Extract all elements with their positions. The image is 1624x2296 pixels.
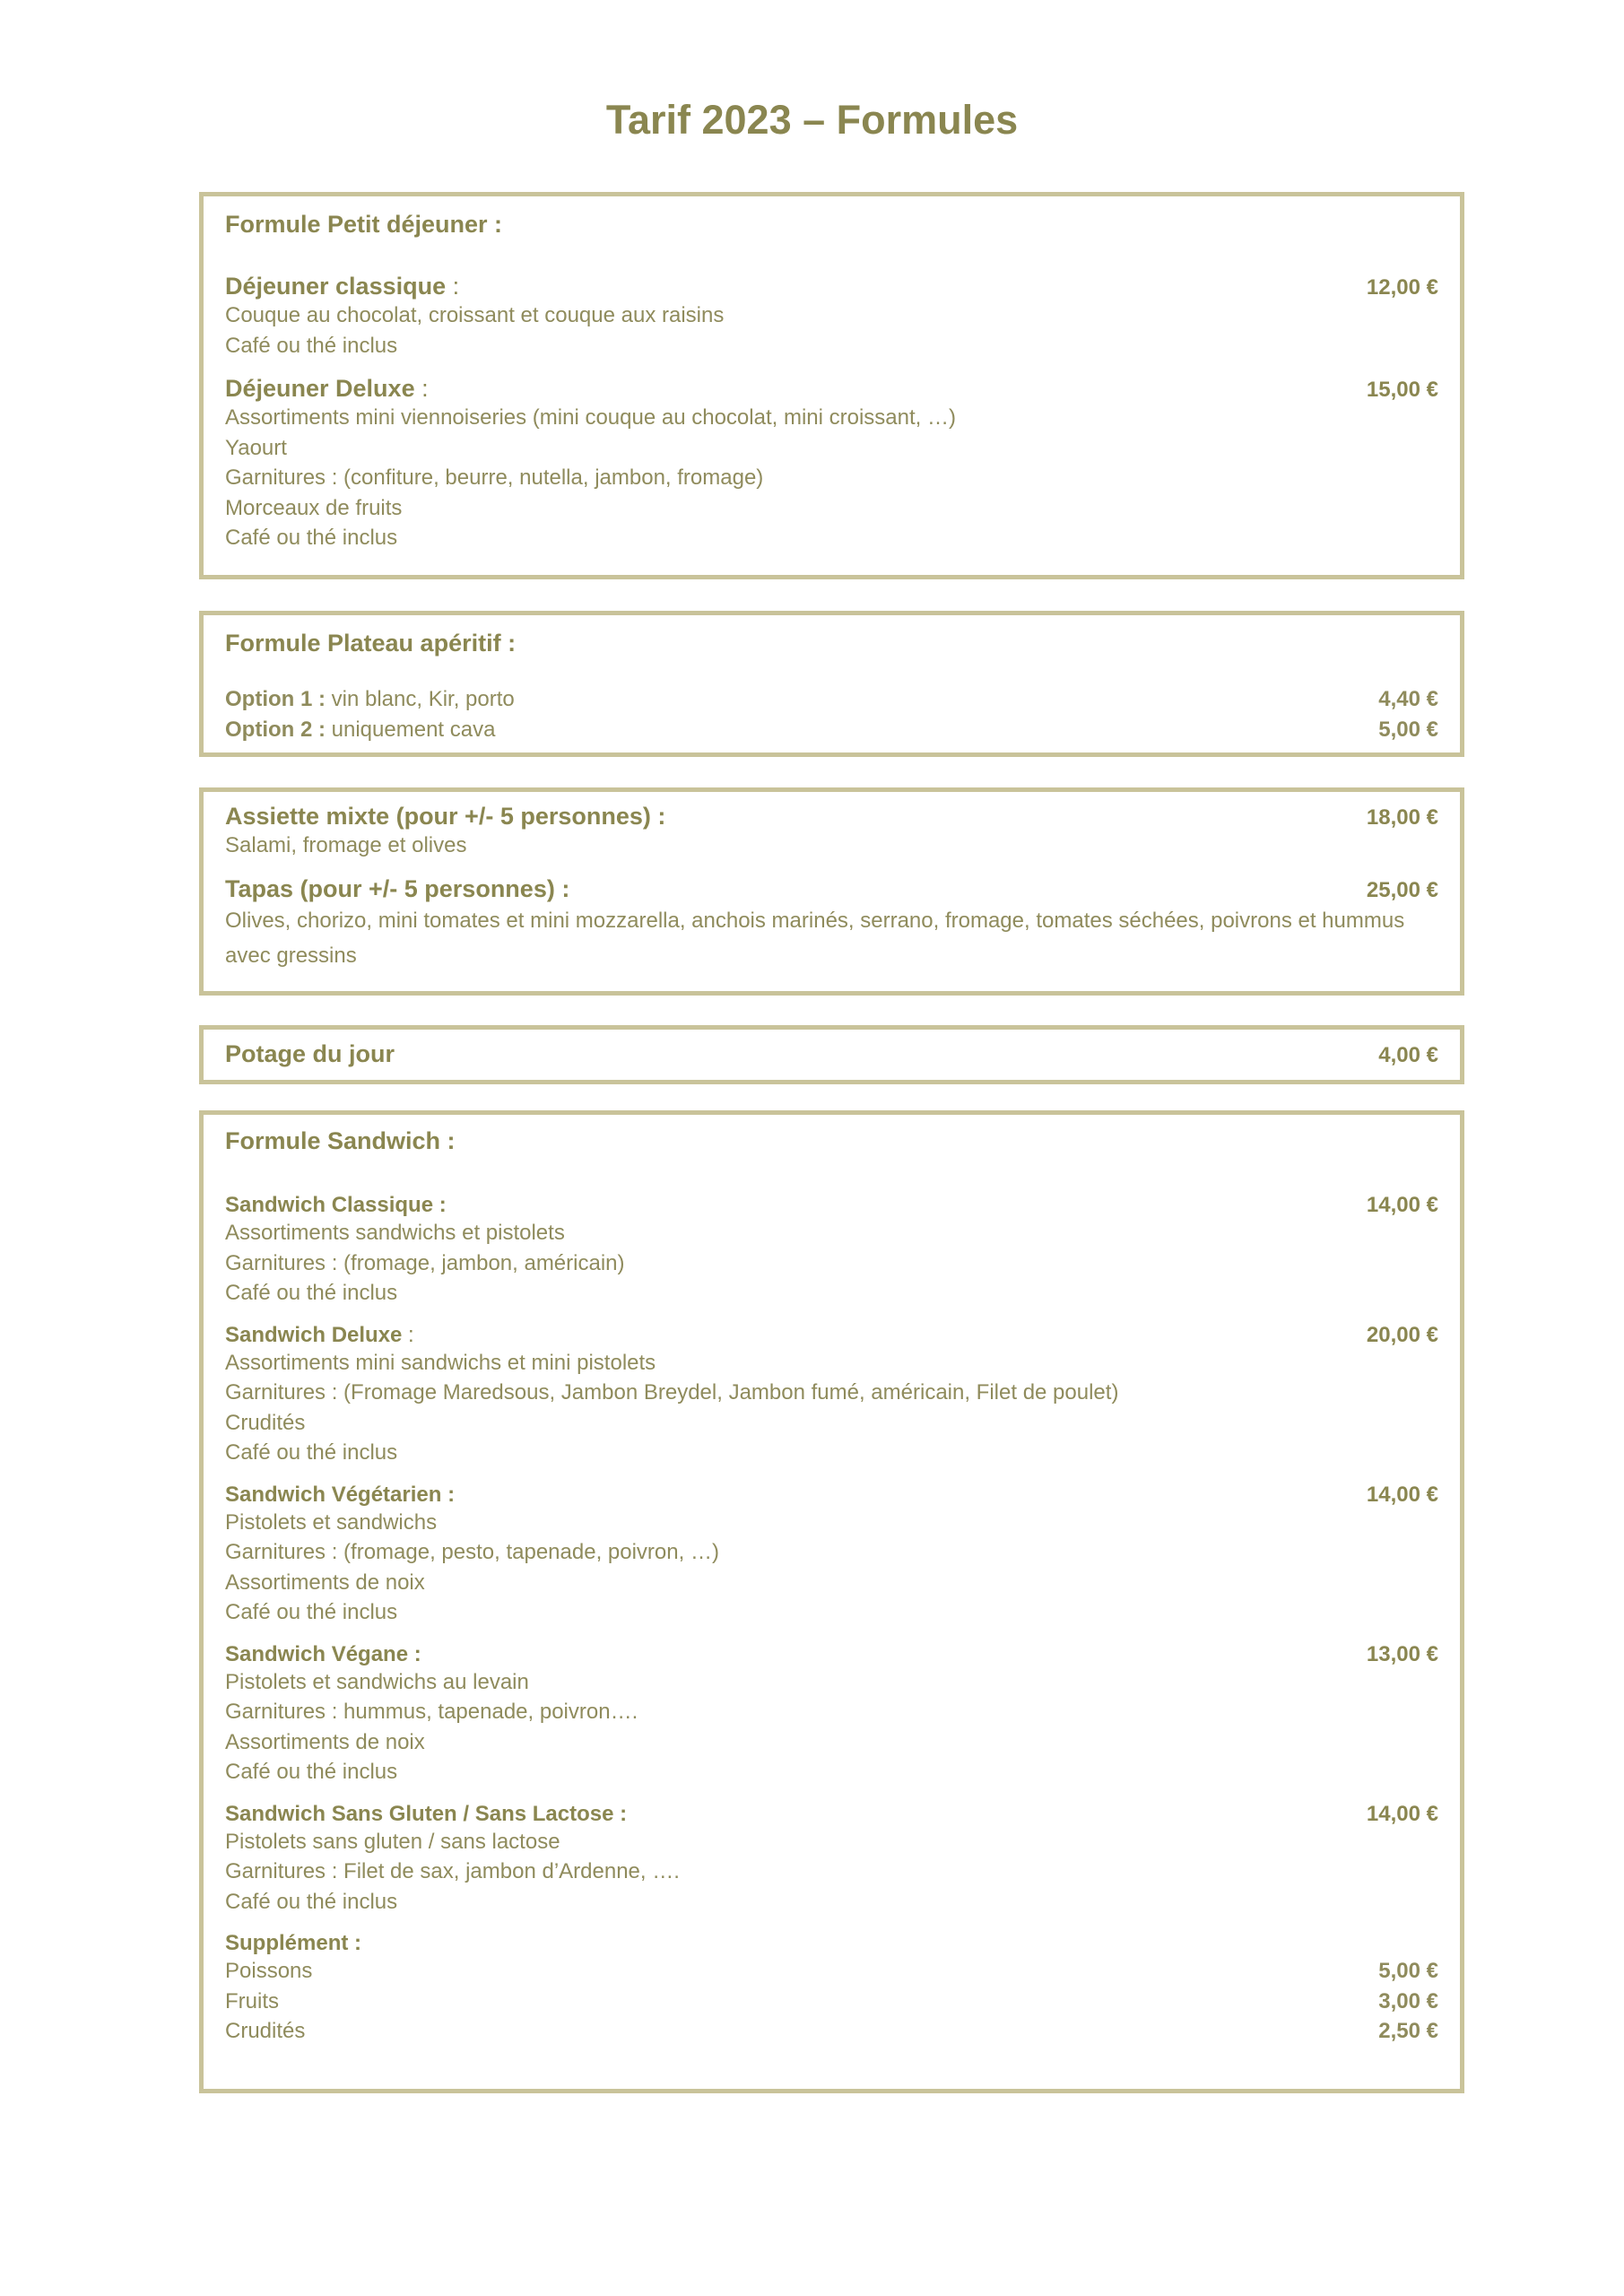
option-price: 4,40 € [1378, 687, 1438, 711]
item-title: Déjeuner classique : [225, 273, 460, 300]
petit-dejeuner-box [199, 192, 1464, 579]
item-line: Assortiments mini sandwichs et mini pistolets [225, 1350, 656, 1375]
item-line: Assortiments sandwichs et pistolets [225, 1221, 565, 1245]
item-price: 12,00 € [1366, 275, 1438, 300]
menu-item [225, 1483, 1438, 1508]
item-line: Assortiments mini viennoiseries (mini couque au chocolat, mini croissant, …) [225, 405, 956, 430]
supplement-name: Crudités [225, 2019, 306, 2043]
supplement-price: 3,00 € [1378, 1988, 1438, 2013]
assiettes-box [199, 787, 1464, 996]
item-line: Morceaux de fruits [225, 495, 403, 520]
item-line: avec gressins [225, 943, 357, 968]
item-line: Garnitures : (fromage, jambon, américain) [225, 1250, 625, 1275]
supplement-heading: Supplément : [225, 1931, 362, 1955]
supplement-price: 2,50 € [1378, 2019, 1438, 2043]
supplement-row [225, 1987, 1438, 2017]
plateau-aperitif-heading: Formule Plateau apéritif : [225, 630, 517, 657]
plateau-aperitif-box [199, 611, 1464, 757]
item-line: Café ou thé inclus [225, 1440, 398, 1465]
menu-item [225, 875, 1438, 903]
item-price: 14,00 € [1366, 1482, 1438, 1507]
item-line: Salami, fromage et olives [225, 833, 467, 857]
item-line: Garnitures : (Fromage Maredsous, Jambon Breydel, Jambon fumé, américain, Filet de poulet) [225, 1380, 1119, 1405]
item-title: Sandwich Végane : [225, 1641, 421, 1666]
menu-item [225, 1193, 1438, 1218]
item-line: Garnitures : (fromage, pesto, tapenade, poivron, …) [225, 1540, 719, 1564]
option-price: 5,00 € [1378, 717, 1438, 742]
option-text: Option 2 : uniquement cava [225, 717, 496, 742]
item-title: Tapas (pour +/- 5 personnes) : [225, 874, 570, 902]
potage-box [199, 1025, 1464, 1084]
item-line: Crudités [225, 1410, 306, 1435]
item-title: Sandwich Deluxe : [225, 1322, 414, 1347]
supplement-row [225, 2016, 1438, 2047]
item-title: Potage du jour [225, 1040, 395, 1067]
item-line: Pistolets et sandwichs [225, 1509, 438, 1535]
item-price: 13,00 € [1366, 1641, 1438, 1666]
item-price: 4,00 € [1378, 1043, 1438, 1067]
item-line: Café ou thé inclus [225, 1281, 398, 1305]
option-row [225, 684, 1438, 715]
item-line: Café ou thé inclus [225, 1889, 398, 1914]
item-line: Café ou thé inclus [225, 333, 398, 358]
item-title: Sandwich Classique : [225, 1193, 447, 1217]
item-price: 15,00 € [1366, 378, 1438, 402]
menu-item [225, 273, 1438, 300]
item-title: Assiette mixte (pour +/- 5 personnes) : [225, 803, 666, 830]
menu-item [225, 1642, 1438, 1667]
item-line: Olives, chorizo, mini tomates et mini mozzarella, anchois marinés, serrano, fromage, tomates séchées, poivrons et hummus [225, 908, 1405, 933]
page-title: Tarif 2023 – Formules [605, 97, 1019, 143]
supplement-name: Poissons [225, 1959, 313, 1983]
sandwich-heading: Formule Sandwich : [225, 1127, 456, 1154]
item-title: Déjeuner Deluxe : [225, 375, 429, 402]
item-line: Café ou thé inclus [225, 526, 398, 550]
menu-item [225, 1323, 1438, 1348]
item-line: Assortiments de noix [225, 1729, 425, 1754]
item-price: 14,00 € [1366, 1193, 1438, 1217]
item-line: Garnitures : Filet de sax, jambon d’Ardenne, …. [225, 1859, 680, 1883]
item-title: Sandwich Sans Gluten / Sans Lactose : [225, 1801, 628, 1826]
item-price: 25,00 € [1366, 877, 1438, 902]
menu-item [225, 1802, 1438, 1827]
item-line: Café ou thé inclus [225, 1600, 398, 1624]
item-title: Sandwich Végétarien : [225, 1482, 456, 1507]
item-line: Café ou thé inclus [225, 1760, 398, 1784]
supplement-row [225, 1956, 1438, 1987]
item-line: Garnitures : hummus, tapenade, poivron…. [225, 1700, 638, 1724]
menu-item [225, 803, 1438, 831]
item-line: Couque au chocolat, croissant et couque aux raisins [225, 303, 725, 327]
item-line: Pistolets et sandwichs au levain [225, 1669, 529, 1694]
item-price: 14,00 € [1366, 1801, 1438, 1826]
item-line: Yaourt [225, 435, 287, 460]
item-price: 18,00 € [1366, 805, 1438, 830]
item-price: 20,00 € [1366, 1322, 1438, 1347]
menu-item [225, 1040, 1438, 1068]
petit-dejeuner-heading: Formule Petit déjeuner : [225, 211, 503, 238]
option-row [225, 715, 1438, 745]
item-line: Assortiments de noix [225, 1570, 425, 1595]
sandwich-box [199, 1110, 1464, 2093]
menu-item [225, 375, 1438, 403]
supplement-price: 5,00 € [1378, 1959, 1438, 1983]
option-text: Option 1 : vin blanc, Kir, porto [225, 687, 515, 711]
supplement-name: Fruits [225, 1988, 279, 2013]
item-line: Pistolets sans gluten / sans lactose [225, 1829, 560, 1854]
item-line: Garnitures : (confiture, beurre, nutella, jambon, fromage) [225, 465, 764, 490]
